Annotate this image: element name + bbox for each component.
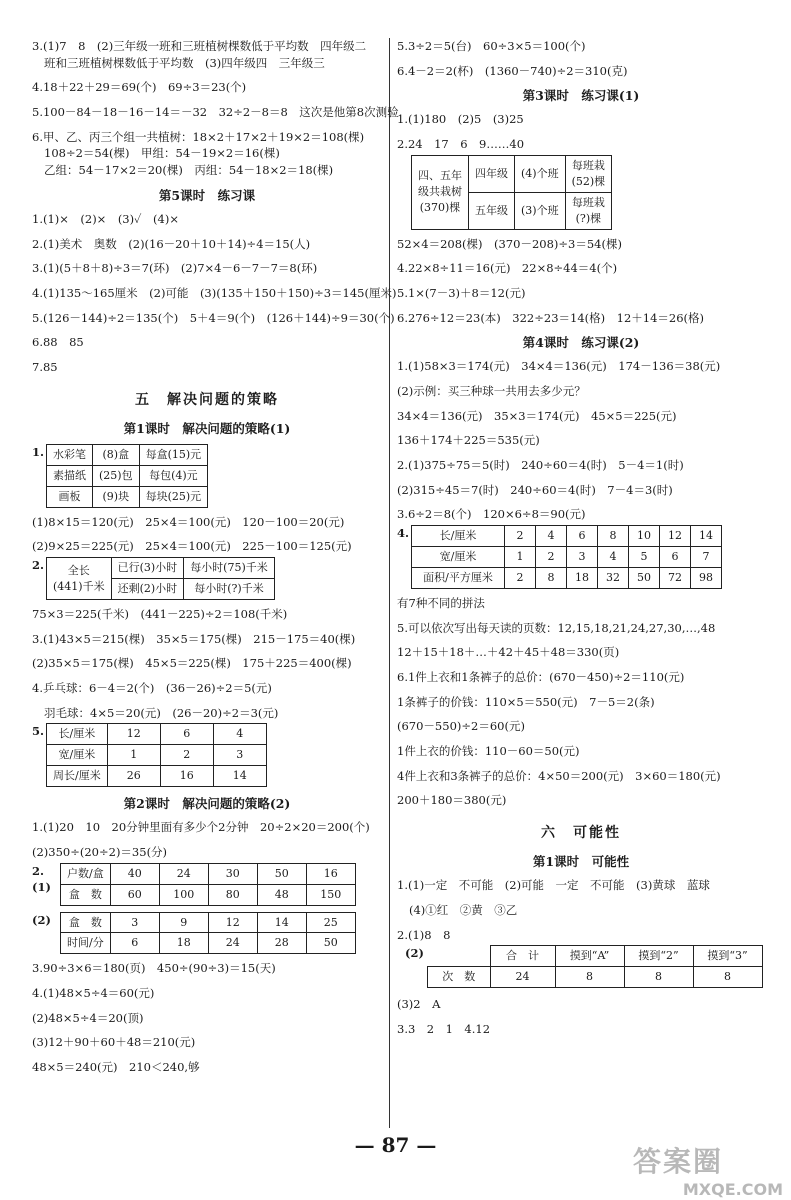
- table-cell: [565, 155, 612, 192]
- distance-table: [46, 557, 275, 600]
- watermark-logo: [633, 1140, 783, 1199]
- table-cell: 摸到“2”: [624, 946, 693, 967]
- table-cell: 28: [257, 933, 306, 954]
- answer-line: 3.90÷3×6＝180(页) 450÷(90÷3)＝15(天): [32, 961, 276, 976]
- table-cell: 每包(4)元: [139, 465, 208, 486]
- answer-line: 5.1×(7－3)＋8＝12(元): [397, 285, 526, 300]
- table-cell: 4: [536, 526, 567, 547]
- answer-line: (670－550)÷2＝60(元): [397, 719, 525, 734]
- table-block: [32, 557, 382, 600]
- answer-line: 乙组：54－17×2＝20(棵) 丙组：54－18×2＝18(棵): [44, 163, 334, 178]
- table-row: [47, 558, 275, 579]
- area-table: [411, 525, 722, 589]
- table-cell: 7: [691, 547, 722, 568]
- table-cell: 60: [110, 884, 159, 905]
- answer-line: (1)8×15＝120(元) 25×4＝100(元) 120－100＝20(元): [32, 514, 345, 529]
- answer-line: 2.(1)美术 奥数 (2)(16－20＋10＋14)÷4＝15(人): [32, 236, 311, 251]
- table-cell: 3: [213, 745, 266, 766]
- cell-text: 每班栽: [571, 158, 605, 172]
- table-cell: [428, 946, 491, 967]
- table-cell: 24: [208, 933, 257, 954]
- table-cell: (25)包: [93, 465, 140, 486]
- table-cell: 盒 数: [61, 884, 111, 905]
- table-cell: 24: [159, 863, 208, 884]
- probability-table: [427, 945, 763, 988]
- table-block: [397, 155, 765, 230]
- item-number: 5.: [32, 724, 45, 739]
- answer-line: 1.(1)180 (2)5 (3)25: [397, 112, 524, 127]
- answer-line: 200＋180＝380(元): [397, 793, 507, 808]
- boxes-table: [60, 863, 356, 906]
- table-cell: 32: [598, 567, 629, 588]
- item-number: 1.: [32, 444, 45, 459]
- table-block: [32, 444, 382, 508]
- table-cell: 8: [624, 967, 693, 988]
- table-row: [47, 724, 267, 745]
- watermark-url: MXQE.COM: [682, 1180, 783, 1199]
- table-cell: 面积/平方厘米: [412, 567, 505, 588]
- table-cell: 宽/厘米: [412, 547, 505, 568]
- table-cell: 时间/分: [61, 933, 111, 954]
- table-cell: (3)个班: [515, 192, 566, 229]
- column-divider: [389, 38, 390, 1128]
- answer-line: (2)35×5＝175(棵) 45×5＝225(棵) 175＋225＝400(棵): [32, 656, 352, 671]
- table-cell: 100: [159, 884, 208, 905]
- table-cell: [47, 558, 112, 600]
- answer-line: (2)示例：买三种球一共用去多少元？: [397, 384, 586, 399]
- table-cell: (9)块: [93, 486, 140, 507]
- table-row: [47, 766, 267, 787]
- table-cell: 水彩笔: [47, 444, 93, 465]
- answer-line: 7.85: [32, 359, 58, 374]
- answer-line: 羽毛球：4×5＝20(元) (26－20)÷2＝3(元): [44, 705, 279, 720]
- table-cell: 8: [598, 526, 629, 547]
- table-cell: 2: [160, 745, 213, 766]
- table-cell: 次 数: [428, 967, 491, 988]
- answer-line: 4.(1)48×5÷4＝60(元): [32, 986, 155, 1001]
- cell-text: (441)千米: [53, 579, 105, 593]
- table-cell: 素描纸: [47, 465, 93, 486]
- table-cell: 6: [110, 933, 159, 954]
- answer-line: 1.(1)20 10 20分钟里面有多少个2分钟 20÷2×20＝200(个): [32, 820, 370, 835]
- table-cell: [565, 192, 612, 229]
- answer-line: 5.(126－144)÷2＝135(个) 5＋4＝9(个) (126＋144)÷9＝30(个): [32, 310, 395, 325]
- table-block: [32, 723, 382, 787]
- table-cell: 2: [505, 567, 536, 588]
- table-row: [61, 884, 356, 905]
- answer-line: (2)315÷45＝7(时) 240÷60＝4(时) 7－4＝3(时): [397, 482, 673, 497]
- lesson-heading: 第1课时 可能性: [532, 854, 630, 870]
- item-number: 2.: [32, 558, 45, 573]
- item-number: (2): [405, 946, 424, 961]
- cell-text: 全长: [67, 563, 90, 577]
- table-cell: 72: [660, 567, 691, 588]
- cell-text: 四、五年: [418, 169, 462, 183]
- answer-line: 6.4－2＝2(杯) (1360－740)÷2＝310(克): [397, 63, 628, 78]
- answer-line: 5.100－84－18－16－14＝－32 32÷2－8＝8 这次是他第8次测验: [32, 105, 399, 120]
- answer-line: 1.(1)一定 不可能 (2)可能 一定 不可能 (3)黄球 蓝球: [397, 878, 710, 893]
- table-cell: (8)盒: [93, 444, 140, 465]
- table-cell: 4: [213, 724, 266, 745]
- answer-line: 3.(1)43×5＝215(棵) 35×5＝175(棵) 215－175＝40(棵): [32, 631, 356, 646]
- answer-line: 1.(1)58×3＝174(元) 34×4＝136(元) 174－136＝38(元): [397, 359, 721, 374]
- table-cell: 周长/厘米: [47, 766, 108, 787]
- answer-line: 4件上衣和3条裤子的总价：4×50＝200(元) 3×60＝180(元): [397, 768, 721, 783]
- table-cell: 6: [567, 526, 598, 547]
- lesson-heading: 第3课时 练习课(1): [522, 88, 640, 104]
- table-row: [47, 444, 208, 465]
- table-cell: 80: [208, 884, 257, 905]
- tree-table: [411, 155, 612, 230]
- watermark-text: 答案圈: [633, 1145, 724, 1178]
- table-cell: 40: [110, 863, 159, 884]
- answer-line: 3.3 2 1 4.12: [397, 1021, 491, 1036]
- cell-text: (52)棵: [571, 174, 606, 188]
- answer-line: 6.276÷12＝23(本) 322÷23＝14(格) 12＋14＝26(格): [397, 310, 704, 325]
- table-cell: 四年级: [469, 155, 515, 192]
- lesson-heading: 第5课时 练习课: [158, 187, 256, 203]
- table-cell: 50: [257, 863, 306, 884]
- table-cell: 2: [536, 547, 567, 568]
- answer-line: 1条裤子的价钱：110×5＝550(元) 7－5＝2(条): [397, 694, 655, 709]
- table-cell: 24: [490, 967, 555, 988]
- answer-line: 6.88 85: [32, 335, 84, 350]
- table-row: [47, 486, 208, 507]
- table-cell: 每小时(?)千米: [184, 579, 275, 600]
- answer-line: 4.乒乓球：6－4＝2(个) (36－26)÷2＝5(元): [32, 681, 272, 695]
- table-row: [47, 465, 208, 486]
- answer-line: (2)9×25＝225(元) 25×4＝100(元) 225－100＝125(元): [32, 539, 352, 554]
- table-cell: 26: [107, 766, 160, 787]
- table-cell: 长/厘米: [47, 724, 108, 745]
- answer-line: 2.(1)375÷75＝5(时) 240÷60＝4(时) 5－4＝1(时): [397, 458, 684, 473]
- table-cell: 8: [693, 967, 762, 988]
- item-number: (2): [32, 912, 51, 927]
- table-row: [412, 155, 612, 192]
- table-row: [412, 567, 722, 588]
- table-row: [61, 933, 356, 954]
- table-row: [428, 967, 763, 988]
- answer-line: 12＋15＋18＋…＋42＋45＋48＝330(页): [397, 645, 620, 660]
- table-row: [61, 912, 356, 933]
- table-cell: 9: [159, 912, 208, 933]
- table-cell: 14: [213, 766, 266, 787]
- answer-line: 3.(1)(5＋8＋8)÷3＝7(环) (2)7×4－6－7－7＝8(环): [32, 261, 318, 276]
- right-column: [397, 38, 765, 1038]
- table-row: [412, 526, 722, 547]
- table-cell: 宽/厘米: [47, 745, 108, 766]
- table-cell: 已行(3)小时: [111, 558, 184, 579]
- table-cell: 每块(25)元: [139, 486, 208, 507]
- table-cell: 盒 数: [61, 912, 111, 933]
- table-cell: 画板: [47, 486, 93, 507]
- table-cell: 五年级: [469, 192, 515, 229]
- table-block: [397, 945, 765, 988]
- table-cell: 16: [160, 766, 213, 787]
- answer-line: 4.22×8÷11＝16(元) 22×8÷44＝4(个): [397, 261, 618, 276]
- table-cell: 14: [257, 912, 306, 933]
- table-cell: 2: [505, 526, 536, 547]
- answer-line: 2.24 17 6 9……40: [397, 137, 525, 152]
- unit-heading: 五 解决问题的策略: [135, 391, 279, 408]
- cell-text: 级共栽树: [418, 185, 462, 199]
- time-table: [60, 912, 356, 955]
- answer-line: 有7种不同的拼法: [397, 595, 485, 610]
- price-table: [46, 444, 208, 508]
- answer-line: 3.(1)7 8 (2)三年级一班和三班植树棵数低于平均数 四年级二: [32, 39, 367, 53]
- table-cell: 10: [629, 526, 660, 547]
- table-cell: 户数/盒: [61, 863, 111, 884]
- answer-line: 6.甲、乙、丙三个组一共植树：18×2＋17×2＋19×2＝108(棵): [32, 129, 365, 144]
- answer-line: 1件上衣的价钱：110－60＝50(元): [397, 743, 580, 758]
- left-column: [32, 38, 399, 1076]
- answer-line: (3)2 A: [397, 997, 441, 1012]
- answer-line: 75×3＝225(千米) (441－225)÷2＝108(千米): [32, 606, 288, 621]
- table-cell: 摸到“3”: [693, 946, 762, 967]
- table-cell: 30: [208, 863, 257, 884]
- answer-line: (4)①红 ②黄 ③乙: [409, 903, 518, 918]
- answer-line: 4.(1)135～165厘米 (2)可能 (3)(135＋150＋150)÷3＝145(厘米): [32, 285, 397, 300]
- page-number: — 87 —: [354, 1133, 437, 1157]
- item-number: 4.: [397, 526, 410, 541]
- answer-line: 136＋174＋225＝535(元): [397, 433, 540, 448]
- table-cell: 5: [629, 547, 660, 568]
- answer-line: 4.18＋22＋29＝69(个) 69÷3＝23(个): [32, 80, 247, 95]
- table-row: [47, 745, 267, 766]
- table-cell: 18: [159, 933, 208, 954]
- table-block: [32, 912, 382, 955]
- table-cell: 12: [208, 912, 257, 933]
- cell-text: 每班栽: [571, 195, 605, 209]
- perimeter-table: [46, 723, 267, 787]
- table-cell: 12: [107, 724, 160, 745]
- answer-line: 52×4＝208(棵) (370－208)÷3＝54(棵): [397, 236, 622, 251]
- table-cell: 12: [660, 526, 691, 547]
- item-number: 2.(1): [32, 863, 51, 895]
- lesson-heading: 第1课时 解决问题的策略(1): [123, 420, 291, 436]
- table-cell: 98: [691, 567, 722, 588]
- table-cell: 16: [306, 863, 355, 884]
- answer-line: 1.(1)× (2)× (3)✓ (4)×: [32, 211, 179, 226]
- table-cell: 50: [629, 567, 660, 588]
- cell-text: (?)棵: [575, 211, 602, 225]
- answer-line: 6.1件上衣和1条裤子的总价：(670－450)÷2＝110(元): [397, 669, 685, 684]
- table-row: [412, 547, 722, 568]
- cell-text: (370)棵: [419, 201, 461, 215]
- answer-line: (2)48×5÷4＝20(顶): [32, 1010, 144, 1025]
- table-cell: 还剩(2)小时: [111, 579, 184, 600]
- table-cell: 8: [536, 567, 567, 588]
- answer-line: 5.可以依次写出每天读的页数：12,15,18,21,24,27,30,…,48: [397, 620, 716, 635]
- table-cell: 3: [567, 547, 598, 568]
- answer-line: 48×5＝240(元) 210＜240,够: [32, 1060, 200, 1075]
- answer-line: 108÷2＝54(棵) 甲组：54－19×2＝16(棵): [44, 146, 280, 161]
- table-cell: 150: [306, 884, 355, 905]
- table-cell: 18: [567, 567, 598, 588]
- lesson-heading: 第4课时 练习课(2): [522, 335, 640, 351]
- table-cell: 48: [257, 884, 306, 905]
- answer-line: 5.3÷2＝5(台) 60÷3×5＝100(个): [397, 39, 586, 53]
- table-cell: 6: [660, 547, 691, 568]
- unit-heading: 六 可能性: [541, 824, 621, 841]
- table-cell: 每小时(75)千米: [184, 558, 275, 579]
- table-cell: 合 计: [490, 946, 555, 967]
- table-cell: (4)个班: [515, 155, 566, 192]
- answer-line: 2.(1)8 8: [397, 927, 451, 942]
- table-cell: 1: [505, 547, 536, 568]
- answer-line: (2)350÷(20÷2)＝35(分): [32, 844, 168, 859]
- table-cell: 每盒(15)元: [139, 444, 208, 465]
- answer-line: 班和三班植树棵数低于平均数 (3)四年级四 三年级三: [44, 55, 325, 70]
- table-cell: [412, 155, 469, 229]
- table-row: [428, 946, 763, 967]
- table-cell: 4: [598, 547, 629, 568]
- table-row: [61, 863, 356, 884]
- table-cell: 1: [107, 745, 160, 766]
- table-cell: 摸到“A”: [555, 946, 624, 967]
- table-cell: 50: [306, 933, 355, 954]
- lesson-heading: 第2课时 解决问题的策略(2): [123, 796, 291, 812]
- table-block: [32, 863, 382, 906]
- table-cell: 25: [306, 912, 355, 933]
- table-cell: 3: [110, 912, 159, 933]
- table-cell: 6: [160, 724, 213, 745]
- answer-line: 3.6÷2＝8(个) 120×6÷8＝90(元): [397, 507, 586, 522]
- table-cell: 长/厘米: [412, 526, 505, 547]
- answer-line: (3)12＋90＋60＋48＝210(元): [32, 1035, 196, 1050]
- table-cell: 8: [555, 967, 624, 988]
- table-cell: 14: [691, 526, 722, 547]
- answer-line: 34×4＝136(元) 35×3＝174(元) 45×5＝225(元): [397, 408, 677, 423]
- table-block: [397, 525, 765, 589]
